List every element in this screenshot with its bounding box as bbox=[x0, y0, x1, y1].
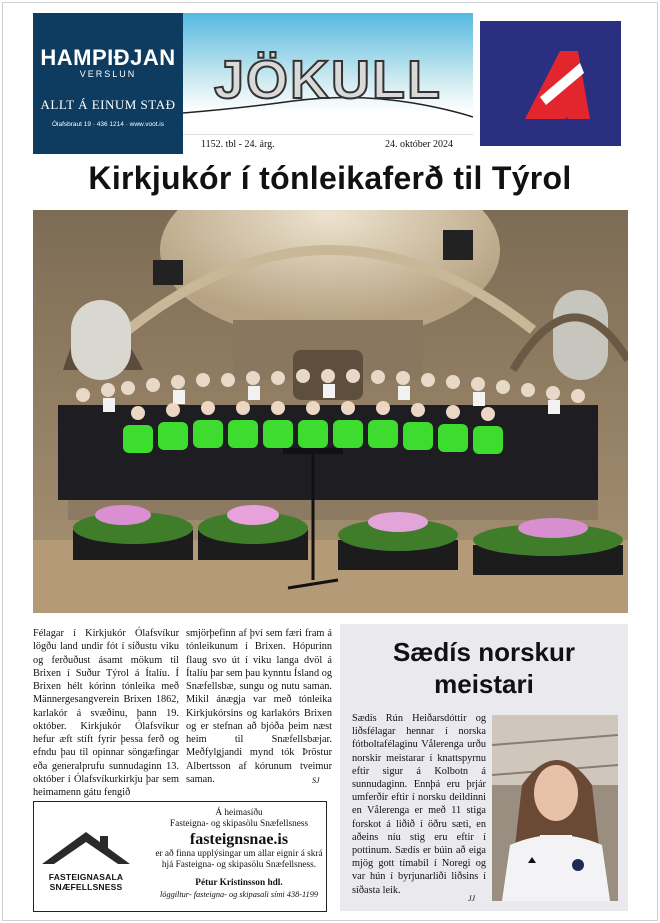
ad-logo-line1: FASTEIGNASALA bbox=[48, 872, 124, 882]
ad-url-link[interactable]: fasteignsnae.is bbox=[189, 830, 289, 848]
ad-company: Fasteigna- og skipasölu Snæfellsness bbox=[169, 819, 309, 830]
issue-number: 1152. tbl - 24. árg. bbox=[201, 139, 275, 150]
ad-intro: Á heimasíðu bbox=[215, 808, 263, 818]
choir-photo-drawing bbox=[33, 210, 628, 613]
fasteignasala-ad[interactable] bbox=[33, 801, 327, 912]
sports-box bbox=[340, 624, 628, 911]
ad-info bbox=[154, 808, 324, 900]
player-portrait-drawing bbox=[492, 715, 618, 901]
ad-description: er að finna upplýsingar um allar eignir á skrá hjá Fasteigna- og skipasölu Snæfellsness. bbox=[155, 848, 323, 871]
ad-brand: HAMPIÐJAN bbox=[40, 45, 176, 70]
article-column-1: Félagar í Kirkjukór Ólafsvíkur lögðu land undir fót í síðustu viku og ferðuðust ásamt mökum til Brixen í Suður Týrol á Ítalíu. Í Brixen hélt kórinn tónleika með Männergesangverein Brixen 1862, karlakór á svæðinu, þann 19. október. Kirkjukór Ólafsvíkur hefur æft stíft fyrir þessa ferð og efndu þau til opinnar söngæfingar eða generalprufu sunnudaginn 13. október í Ólafsvíkurkirkju þar sem heimamenn gátu fengið bbox=[33, 628, 179, 798]
right-ad-square bbox=[480, 21, 621, 146]
red-a-logo-icon bbox=[480, 21, 621, 146]
ad-contact: Ólafsbraut 19 · 436 1214 · www.voot.is bbox=[51, 121, 164, 128]
ad-contact-name: Pétur Kristinsson hdl. bbox=[195, 877, 283, 888]
masthead-title-box bbox=[183, 13, 473, 154]
newspaper-title: JÖKULL bbox=[214, 50, 442, 110]
ad-contact-role: löggiltur- fasteigna- og skipasali sími 438-1199 bbox=[159, 890, 318, 900]
sports-signature: JJ bbox=[468, 894, 476, 903]
issue-line bbox=[183, 134, 473, 155]
right-ad[interactable] bbox=[473, 13, 628, 154]
player-photo bbox=[492, 715, 618, 901]
ad-sub: VERSLUN bbox=[79, 69, 137, 79]
article-column-2: smjörþefinn af því sem færi fram á tónleikunum í Brixen. Hópurinn flaug svo út í viku langa dvöl á Ítalíu þar sem þau kynntu Ísland og Snæfellsbæ, sungu og nutu saman. Mikil ánægja var með tónleika Kirkjukórsins og karlakórs Brixen og er stefnan að bjóða þeim næst heim til Snæfellsbæjar. Meðfylgjandi mynd tók Þröstur Albertsson af kórunum tveimur saman. bbox=[186, 628, 332, 785]
ad-slogan: ALLT Á EINUM STAÐ bbox=[40, 97, 176, 112]
article-signature: SJ bbox=[312, 776, 320, 785]
main-headline: Kirkjukór í tónleikaferð til Týrol bbox=[88, 160, 572, 196]
ad-logo-text bbox=[34, 872, 138, 892]
choir-photo bbox=[33, 210, 628, 613]
sports-headline: Sædís norskur meistari bbox=[392, 637, 576, 699]
sports-text: Sædís Rún Heiðarsdóttir og liðsfélagar hennar í norska fótboltafélaginu Vålerenga urðu norskir meistarar í knattspyrnu eftir sigur á Kolbotn á sunnudaginn. Ennþá eru þrjár umferðir eftir í norsku deildinni en Vålerenga er með 11 stiga forskot á liðið í öðru sæti, en aðeins níu stig eru eftir í pottinum. Sædís er búin að eiga mjög gott tímabil í Noregi og var hún í byrjunarliði liðsins í síðasta leik. bbox=[352, 713, 486, 896]
hampidjan-ad[interactable] bbox=[33, 13, 183, 154]
ad-logo-line2: SNÆFELLSNESS bbox=[49, 882, 123, 892]
issue-date: 24. október 2024 bbox=[384, 139, 453, 150]
